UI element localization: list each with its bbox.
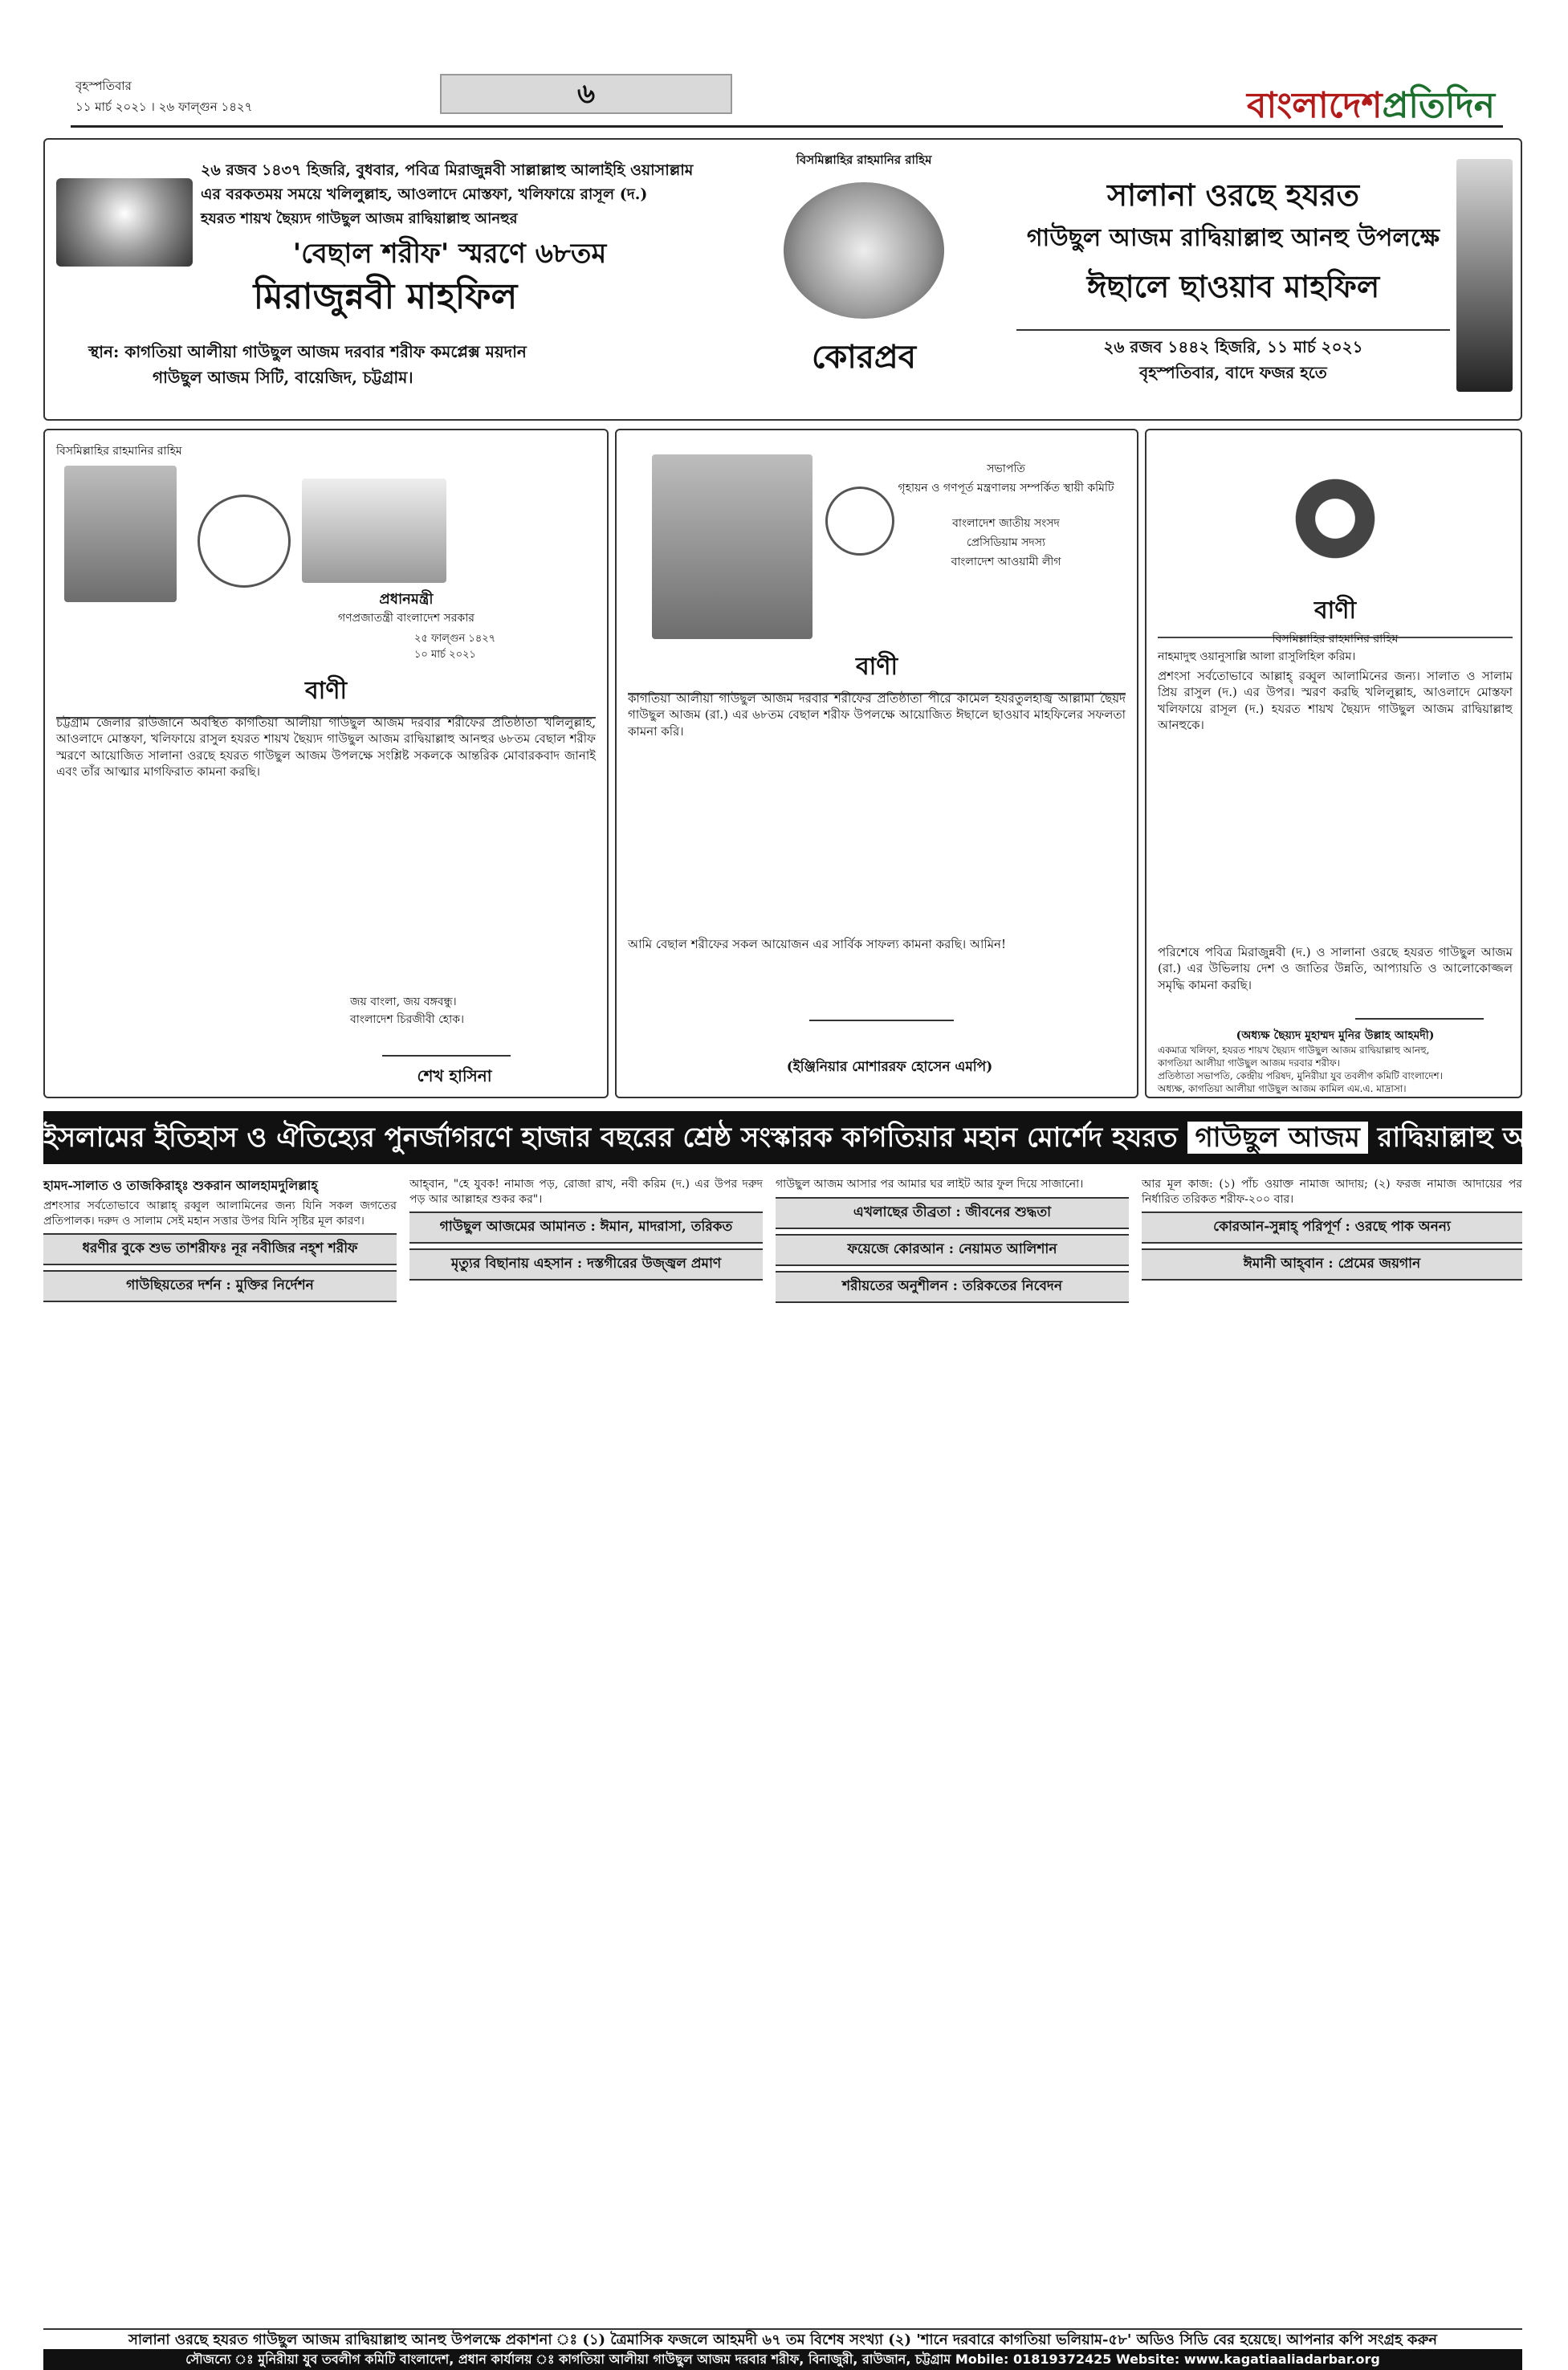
message-3-salam: নাহমাদুহু ওয়ানুসাল্লি আলা রাসুলিহিল করিম।	[1158, 650, 1356, 663]
col-1-text: প্রশংসার সর্বতোভাবে আল্লাহ্ রব্বুল আলামিনের জন্য যিনি সকল জগতের প্রতিপালক। দরুদ ও সালাম সেই মহান সত্তার উপর যিনি সৃষ্টির মূল কারণ।	[43, 1199, 397, 1228]
signature-image	[1355, 994, 1484, 1020]
message-mp	[615, 429, 1138, 1098]
ad-venue-2: গাউছুল আজম সিটি, বায়েজিদ, চট্টগ্রাম।	[153, 368, 413, 387]
footer-sponsor-line: সৌজন্যে ঃ মুনিরীয়া যুব তবলীগ কমিটি বাংলাদেশ, প্রধান কার্যালয় ঃ কাগতিয়া আলীয়া গাউছুল আজম দরবার শরীফ, বিনাজুরী, রাউজান, চট্টগ্রাম Mobile: 01819372425 Website: www.kagatiaaliadarbar.org	[43, 2349, 1522, 2370]
ad-venue: স্থান: কাগতিয়া আলীয়া গাউছুল আজম দরবার শরীফ কমপ্লেক্স ময়দান	[88, 342, 527, 361]
message-1-body: চট্টগ্রাম জেলার রাউজানে অবস্থিত কাগতিয়া আলীয়া গাউছুল আজম দরবার শরীফের প্রতিষ্ঠাতা খলিলুল্লাহ, আওলাদে মোস্তফা, খলিফায়ে রাসুল হযরত শায়খ ছৈয়্যদ গাউছুল আজম রাদ্বিয়াল্লাহু আনহুর ৬৮তম বেছাল শরীফ স্মরণে আয়োজিত সালানা ওরছে হযরত গাউছুল আজম উপলক্ষে সংশ্লিষ্ট সকলকে আন্তরিক মোবারকবাদ জানাই এবং তাঁর আত্মার মাগফিরাত কামনা করছি।	[56, 715, 596, 779]
header-day: বৃহস্পতিবার	[75, 79, 132, 93]
logo-accent: প্রতিদিন	[1382, 85, 1495, 126]
article-column-4	[1142, 1177, 1522, 1285]
message-1-closing-2: বাংলাদেশ চিরজীবী হোক।	[350, 1013, 465, 1026]
article-column-3	[776, 1177, 1129, 1308]
headline-tail: রাদ্বিয়াল্লাহু আনহু	[1377, 1122, 1568, 1154]
ad-left	[56, 151, 715, 408]
col-2-text: আহ্‌বান, "হে যুবক! নামাজ পড়, রোজা রাখ, নবী করিম (দ.) এর উপর দরুদ পড় আর আল্লাহর শুকর কর"।	[409, 1178, 763, 1206]
ad-right-line-1: সালানা ওরছে হযরত	[1106, 177, 1360, 213]
crescent-emblem	[1291, 470, 1379, 567]
prime-minister-photo	[64, 466, 177, 602]
message-1-title: প্রধানমন্ত্রী	[379, 591, 434, 608]
ad-bismillah: বিসমিল্লাহির রাহমানির রাহিম	[796, 153, 932, 167]
message-2-subtitle: গৃহায়ন ও গণপূর্ত মন্ত্রণালয় সম্পর্কিত স্থায়ী কমিটি	[898, 482, 1114, 495]
message-2-signer: (ইঞ্জিনিয়ার মোশাররফ হোসেন এমপি)	[786, 1059, 993, 1075]
message-khalifa	[1145, 429, 1522, 1098]
header-date: ১১ মার্চ ২০২১ । ২৬ ফাল্গুন ১৪২৭	[75, 100, 253, 114]
ad-line-5: মিরাজুন্নবী মাহফিল	[253, 276, 518, 317]
message-3-signer-title-2: কাগতিয়া আলীয়া গাউছুল আজম দরবার শরীফ।	[1158, 1057, 1340, 1069]
col-2-subhead-2: মৃত্যুর বিছানায় এহসান : দস্তগীরের উজ্জ্বল প্রমাণ	[409, 1248, 763, 1281]
ad-right-time: বৃহস্পতিবার, বাদে ফজর হতে	[1139, 363, 1327, 382]
mosque-image	[56, 178, 193, 267]
message-1-signer: শেখ হাসিনা	[417, 1066, 492, 1085]
col-1-lead: হামদ-সালাত ও তাজকিরাহ্‌ঃ শুকরান আলহামদুলিল্লাহ্‌	[43, 1178, 318, 1193]
article-column-2	[409, 1177, 763, 1285]
headline-accent: গাউছুল আজম	[1187, 1122, 1368, 1154]
logo-main: বাংলাদেশ	[1247, 85, 1383, 126]
mp-photo	[652, 454, 813, 639]
ad-line-4: 'বেছাল শরীফ' স্মরণে ৬৮তম	[292, 238, 607, 270]
page-number: ৬	[440, 74, 732, 114]
col-3-subhead-1: এখলাছের তীব্রতা : জীবনের শুদ্ধতা	[776, 1197, 1129, 1229]
message-1-heading: বাণী	[56, 671, 596, 719]
col-3-subhead-2: ফয়েজে কোরআন : নেয়ামত আলিশান	[776, 1234, 1129, 1266]
message-prime-minister	[43, 429, 609, 1098]
message-3-closing: পরিশেষে পবিত্র মিরাজুন্নবী (দ.) ও সালানা ওরছে হযরত গাউছুল আজম (রা.) এর উভিলায় দেশ ও জাতির উন্নতি, আপ্যায়তি ও আলোকোজ্জল সমৃদ্ধি কামনা করছি।	[1158, 945, 1513, 992]
message-1-subtitle: গণপ্রজাতন্ত্রী বাংলাদেশ সরকার	[338, 612, 474, 625]
newspaper-logo	[1247, 79, 1495, 137]
calligraphy-image	[784, 182, 944, 319]
headline-main: ইসলামের ইতিহাস ও ঐতিহ্যের পুনর্জাগরণে হাজার বছরের শ্রেষ্ঠ সংস্কারক কাগতিয়ার মহান মোর্শেদ হযরত	[43, 1122, 1178, 1154]
message-3-signer-title-4: অধ্যক্ষ, কাগতিয়া আলীয়া গাউছুল আজম কামিল এম.এ. মাদ্রাসা।	[1158, 1083, 1407, 1094]
col-3-text: গাউছুল আজম আসার পর আমার ঘর লাইট আর ফুল দিয়ে সাজানো।	[776, 1178, 1084, 1191]
ad-right-line-2: গাউছুল আজম রাদ্বিয়াল্লাহু আনহু উপলক্ষে	[1026, 224, 1440, 252]
col-1-subhead-2: গাউছিয়তের দর্শন : মুক্তির নির্দেশন	[43, 1270, 397, 1302]
message-3-body: প্রশংসা সর্বতোভাবে আল্লাহ্ রব্বুল আলামিনের জন্য। সালাত ও সালাম প্রিয় রাসুল (দ.) এর উপর। স্মরণ করছি খলিলুল্লাহ, আওলাদে মোস্তফা খলিফায়ে রাসূল (দ.) হযরত শায়খ ছৈয়্যদ গাউছুল আজম রাদ্বিয়াল্লাহু আনহুকে।	[1158, 669, 1513, 732]
message-2-heading: বাণী	[628, 647, 1126, 694]
ad-line-3: হযরত শায়খ ছৈয়্যদ গাউছুল আজম রাদ্বিয়াল্লাহু আনহুর	[201, 210, 518, 227]
signature-image	[809, 992, 954, 1021]
message-2-subtitle-2: বাংলাদেশ জাতীয় সংসদ	[952, 517, 1060, 530]
kaaba-image	[1456, 159, 1513, 392]
message-2-body: কাগতিয়া আলীয়া গাউছুল আজম দরবার শরীফের প্রতিষ্ঠাতা পীরে কামেল হযরতুলহাজ্ব আল্লামা ছৈয়দ গাউছুল আজম (রা.) এর ৬৮তম বেছাল শরীফ উপলক্ষে আয়োজিত ঈছালে ছাওয়াব মাহফিলের সফলতা কামনা করি।	[628, 691, 1126, 739]
article-headline	[43, 1111, 1568, 1164]
page-header	[71, 69, 1503, 128]
ad-center-label: কোরপ্রব	[812, 338, 916, 376]
mujib-logo	[302, 478, 446, 583]
ad-right	[1016, 151, 1513, 408]
message-1-closing-1: জয় বাংলা, জয় বঙ্গবন্ধু।	[350, 996, 457, 1008]
col-4-text: আর মূল কাজ: (১) পাঁচ ওয়াক্ত নামাজ আদায়; (২) ফরজ নামাজ আদায়ের পর নির্ধারিত তরিকত শরীফ-২০০ বার।	[1142, 1178, 1522, 1206]
footer-publication-line: সালানা ওরছে হযরত গাউছুল আজম রাদ্বিয়াল্লাহু আনহু উপলক্ষে প্রকাশনা ঃ (১) ত্রৈমাসিক ফজলে আহমদী ৬৭ তম বিশেষ সংখ্যা (২) 'শানে দরবারে কাগতিয়া ভলিয়াম-৫৮' অডিও সিডি বের হয়েছে। আপনার কপি সংগ্রহ করুন	[43, 2328, 1522, 2351]
ad-right-date: ২৬ রজব ১৪৪২ হিজরি, ১১ মার্চ ২০২১	[1016, 329, 1450, 362]
message-3-signer-title-3: প্রতিষ্ঠাতা সভাপতি, কেন্দ্রীয় পরিষদ, মুনিরীয়া যুব তবলীগ কমিটি বাংলাদেশ।	[1158, 1070, 1443, 1081]
ad-line-1: ২৬ রজব ১৪৩৭ হিজরি, বুধবার, পবিত্র মিরাজুন্নবী সাল্লাল্লাহু আলাইহি ওয়াসাল্লাম	[201, 161, 694, 179]
signature-image	[382, 1031, 511, 1057]
message-1-date-1: ২৫ ফাল্গুন ১৪২৭	[414, 633, 496, 645]
message-1-date-2: ১০ মার্চ ২০২১	[414, 649, 476, 661]
col-4-subhead-1: কোরআন-সুন্নাহ্‌ পরিপূর্ণ : ওরছে পাক অনন্য	[1142, 1211, 1522, 1244]
message-3-signer-title-1: একমাত্র খলিফা, হযরত শায়খ ছৈয়্যদ গাউছুল আজম রাদ্বিয়াল্লাহু আনহু,	[1158, 1045, 1430, 1056]
col-1-subhead-1: ধরণীর বুকে শুভ তাশরীফঃ নূর নবীজির নহ্‌শ শরীফ	[43, 1233, 397, 1265]
col-3-subhead-3: শরীয়তের অনুশীলন : তরিকতের নিবেদন	[776, 1271, 1129, 1303]
message-2-title: সভাপতি	[987, 462, 1025, 475]
ad-line-2: এর বরকতময় সময়ে খলিলুল্লাহ, আওলাদে মোস্তফা, খলিফায়ে রাসূল (দ.)	[201, 185, 648, 203]
ad-center	[719, 151, 1008, 408]
government-seal	[198, 495, 291, 588]
message-3-signer: (অধ্যক্ষ ছৈয়্যদ মুহাম্মদ মুনির উল্লাহ আহমদী)	[1236, 1029, 1435, 1042]
col-4-subhead-2: ঈমানী আহ্‌বান : প্রেমের জয়গান	[1142, 1248, 1522, 1281]
col-2-subhead-1: গাউছুল আজমের আমানত : ঈমান, মাদরাসা, তরিকত	[409, 1211, 763, 1244]
article-column-1	[43, 1177, 397, 1307]
message-2-subtitle-3: প্রেসিডিয়াম সদস্য	[966, 536, 1046, 549]
message-3-bismillah: বিসমিল্লাহির রাহমানির রাহিম	[1272, 633, 1399, 645]
message-1-bismillah: বিসমিল্লাহির রাহমানির রাহিম	[56, 445, 182, 458]
message-2-closing: আমি বেছাল শরীফের সকল আয়োজন এর সার্বিক সাফল্য কামনা করছি। আমিন!	[628, 937, 1007, 951]
ad-right-line-3: ঈছালে ছাওয়াব মাহফিল	[1086, 268, 1380, 304]
parliament-seal	[825, 487, 894, 556]
message-3-heading: বাণী	[1158, 591, 1513, 638]
top-advertisement	[43, 138, 1522, 421]
message-2-subtitle-4: বাংলাদেশ আওয়ামী লীগ	[951, 556, 1061, 568]
